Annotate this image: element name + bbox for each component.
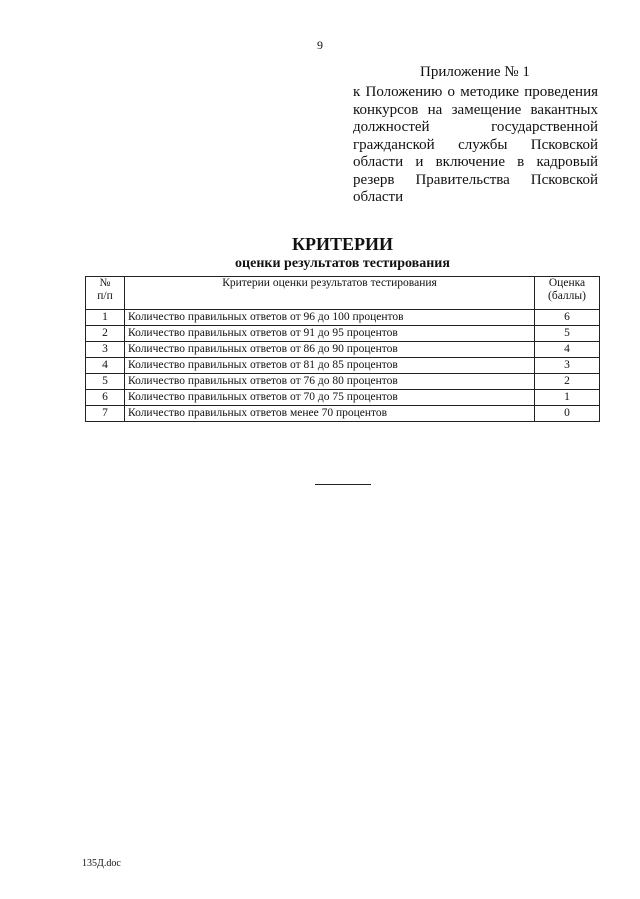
end-divider xyxy=(315,484,371,485)
header-num-line1: № xyxy=(99,277,111,289)
table-row xyxy=(86,342,600,358)
header-score-line1: Оценка xyxy=(548,277,586,289)
table-row xyxy=(86,390,600,406)
row-num: 3 xyxy=(86,342,125,358)
row-score: 2 xyxy=(535,374,600,390)
table-row xyxy=(86,310,600,326)
table-header-row xyxy=(86,277,600,310)
row-num: 6 xyxy=(86,390,125,406)
row-num: 4 xyxy=(86,358,125,374)
header-num-line2: п/п xyxy=(97,290,113,302)
criteria-table xyxy=(85,276,600,422)
document-title: КРИТЕРИИ xyxy=(291,234,394,254)
row-criteria: Количество правильных ответов от 96 до 100 процентов xyxy=(125,310,535,326)
row-score: 6 xyxy=(535,310,600,326)
row-score: 3 xyxy=(535,358,600,374)
header-num xyxy=(86,277,125,310)
row-criteria: Количество правильных ответов от 70 до 75 процентов xyxy=(125,390,535,406)
page-number: 9 xyxy=(317,38,323,52)
row-num: 1 xyxy=(86,310,125,326)
header-score xyxy=(535,277,600,310)
row-num: 2 xyxy=(86,326,125,342)
row-score: 1 xyxy=(535,390,600,406)
row-score: 0 xyxy=(535,406,600,422)
row-num: 5 xyxy=(86,374,125,390)
footer-filename: 135Д.doc xyxy=(82,858,121,869)
row-num: 7 xyxy=(86,406,125,422)
row-criteria: Количество правильных ответов от 91 до 95 процентов xyxy=(125,326,535,342)
appendix-text: к Положению о методике проведения конкурсов на замещение вакантных должностей государственной гражданской службы Псковской области и включение в кадровый резерв Правительства Псковской области xyxy=(353,84,598,205)
header-criteria: Критерии оценки результатов тестирования xyxy=(125,277,535,310)
table-row xyxy=(86,406,600,422)
table-row xyxy=(86,358,600,374)
row-criteria: Количество правильных ответов менее 70 процентов xyxy=(125,406,535,422)
row-criteria: Количество правильных ответов от 81 до 85 процентов xyxy=(125,358,535,374)
row-criteria: Количество правильных ответов от 86 до 90 процентов xyxy=(125,342,535,358)
row-score: 5 xyxy=(535,326,600,342)
header-score-line2: (баллы) xyxy=(548,290,586,302)
table-row xyxy=(86,326,600,342)
row-score: 4 xyxy=(535,342,600,358)
row-criteria: Количество правильных ответов от 76 до 80 процентов xyxy=(125,374,535,390)
document-subtitle: оценки результатов тестирования xyxy=(235,256,450,271)
appendix-title: Приложение № 1 xyxy=(420,64,530,80)
table-row xyxy=(86,374,600,390)
